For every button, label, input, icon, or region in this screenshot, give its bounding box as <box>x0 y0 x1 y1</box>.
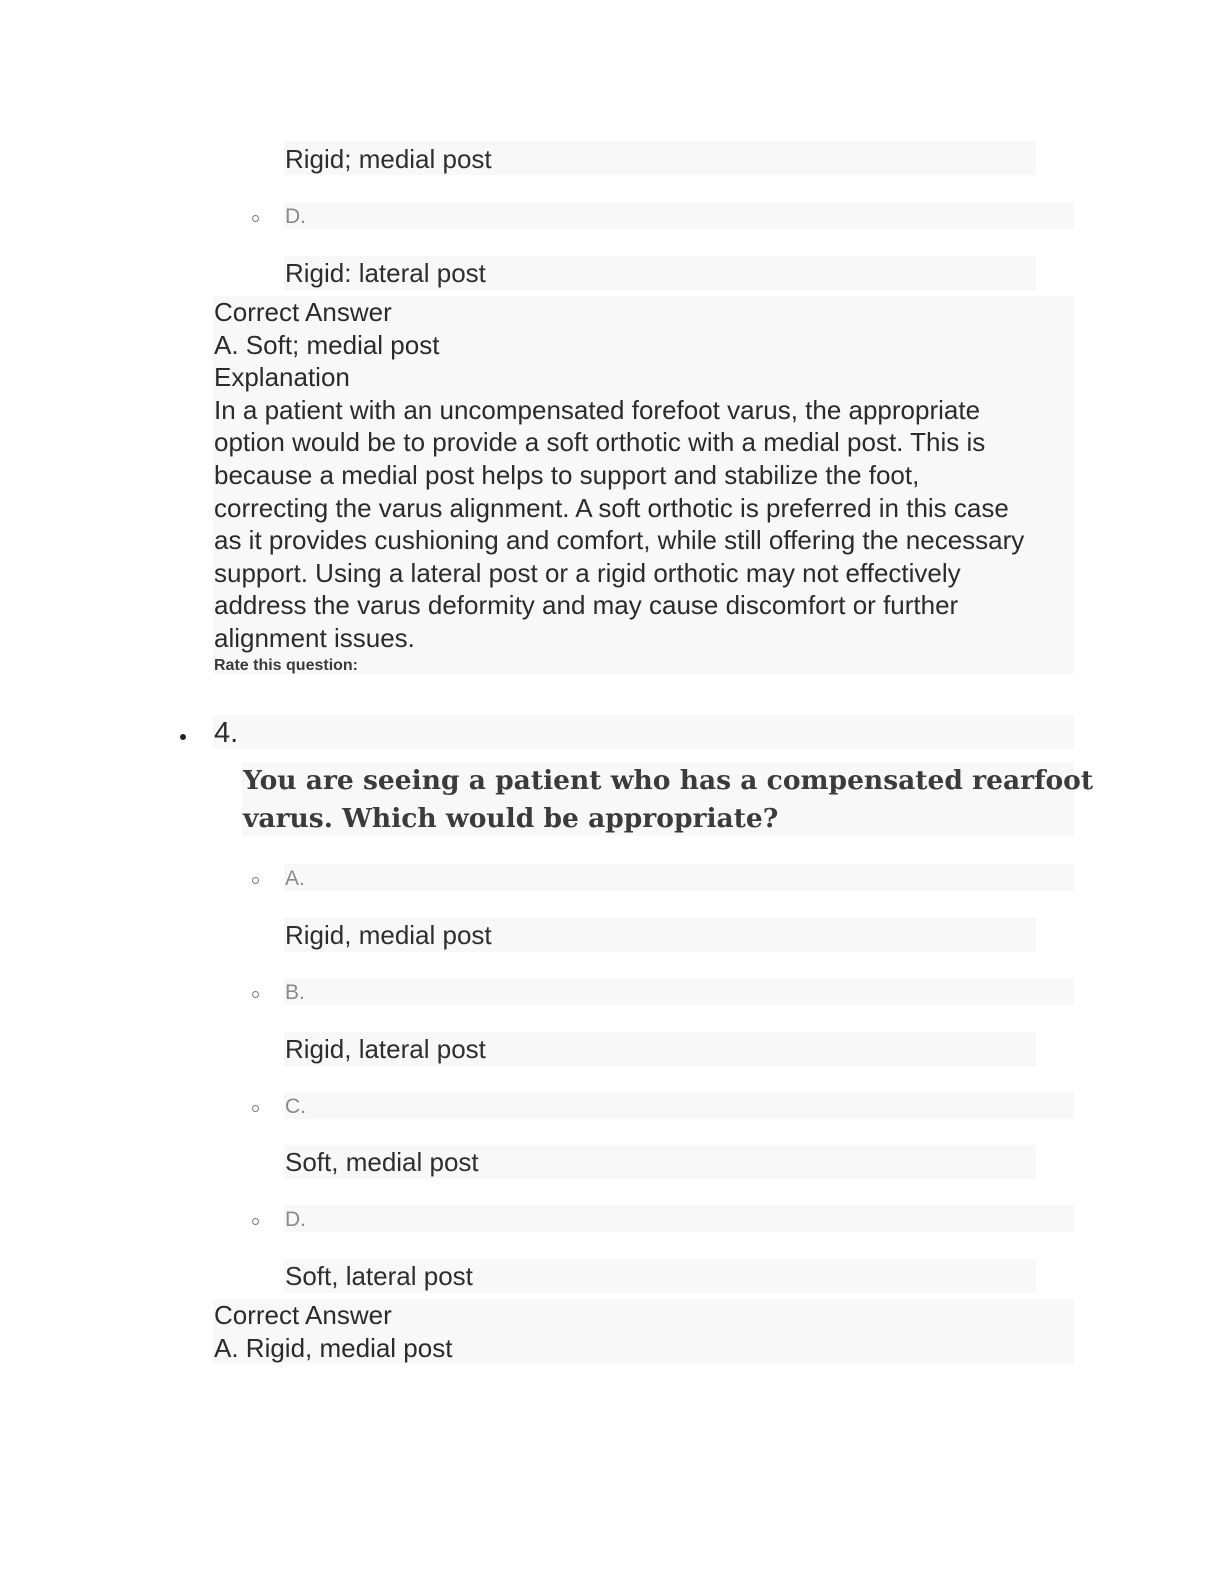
explanation-text-line: as it provides cushioning and comfort, while still offering the necessary <box>214 525 1025 556</box>
option-c-text[interactable]: Soft, medial post <box>285 1147 479 1177</box>
option-d-letter[interactable]: D. <box>285 205 306 228</box>
answer-explanation-block <box>214 296 1074 677</box>
explanation-text-line: because a medial post helps to support and stabilize the foot, <box>214 459 920 490</box>
option-bullet-icon <box>252 215 259 222</box>
correct-answer-value: A. Soft; medial post <box>214 329 440 360</box>
option-d-radio-icon[interactable] <box>252 1218 259 1225</box>
explanation-text-line: option would be to provide a soft orthotic with a medial post. This is <box>214 427 986 458</box>
explanation-text-line: alignment issues. <box>214 622 415 653</box>
question-text-line: varus. Which would be appropriate? <box>243 803 779 834</box>
explanation-text-line: In a patient with an uncompensated forefoot varus, the appropriate <box>214 394 981 425</box>
option-d-text[interactable]: Soft, lateral post <box>285 1261 473 1291</box>
option-c-text: Rigid; medial post <box>285 144 492 174</box>
option-b-text[interactable]: Rigid, lateral post <box>285 1034 486 1064</box>
explanation-text-line: support. Using a lateral post or a rigid orthotic may not effectively <box>214 557 961 588</box>
option-c-radio-icon[interactable] <box>252 1105 259 1112</box>
correct-answer-block <box>214 1299 1074 1364</box>
explanation-text-line: address the varus deformity and may cause discomfort or further <box>214 590 959 621</box>
option-d-text: Rigid: lateral post <box>285 258 486 288</box>
option-b-radio-icon[interactable] <box>252 991 259 998</box>
question-text-line: You are seeing a patient who has a compensated rearfoot <box>243 765 1094 796</box>
option-d-letter[interactable]: D. <box>285 1208 306 1231</box>
option-a-letter[interactable]: A. <box>285 867 305 890</box>
explanation-text-line: correcting the varus alignment. A soft orthotic is preferred in this case <box>214 492 1009 523</box>
correct-answer-label: Correct Answer <box>214 297 392 327</box>
option-b-letter[interactable]: B. <box>285 981 305 1004</box>
option-c-letter[interactable]: C. <box>285 1095 306 1118</box>
question-text <box>243 762 1093 838</box>
explanation-label: Explanation <box>214 362 350 393</box>
correct-answer-label: Correct Answer <box>214 1300 392 1330</box>
option-a-text[interactable]: Rigid, medial post <box>285 920 492 950</box>
list-bullet-icon <box>180 734 186 740</box>
question-number: 4. <box>214 717 239 749</box>
option-a-radio-icon[interactable] <box>252 877 259 884</box>
rate-question-label: Rate this question: <box>214 656 359 674</box>
correct-answer-value: A. Rigid, medial post <box>214 1332 453 1363</box>
